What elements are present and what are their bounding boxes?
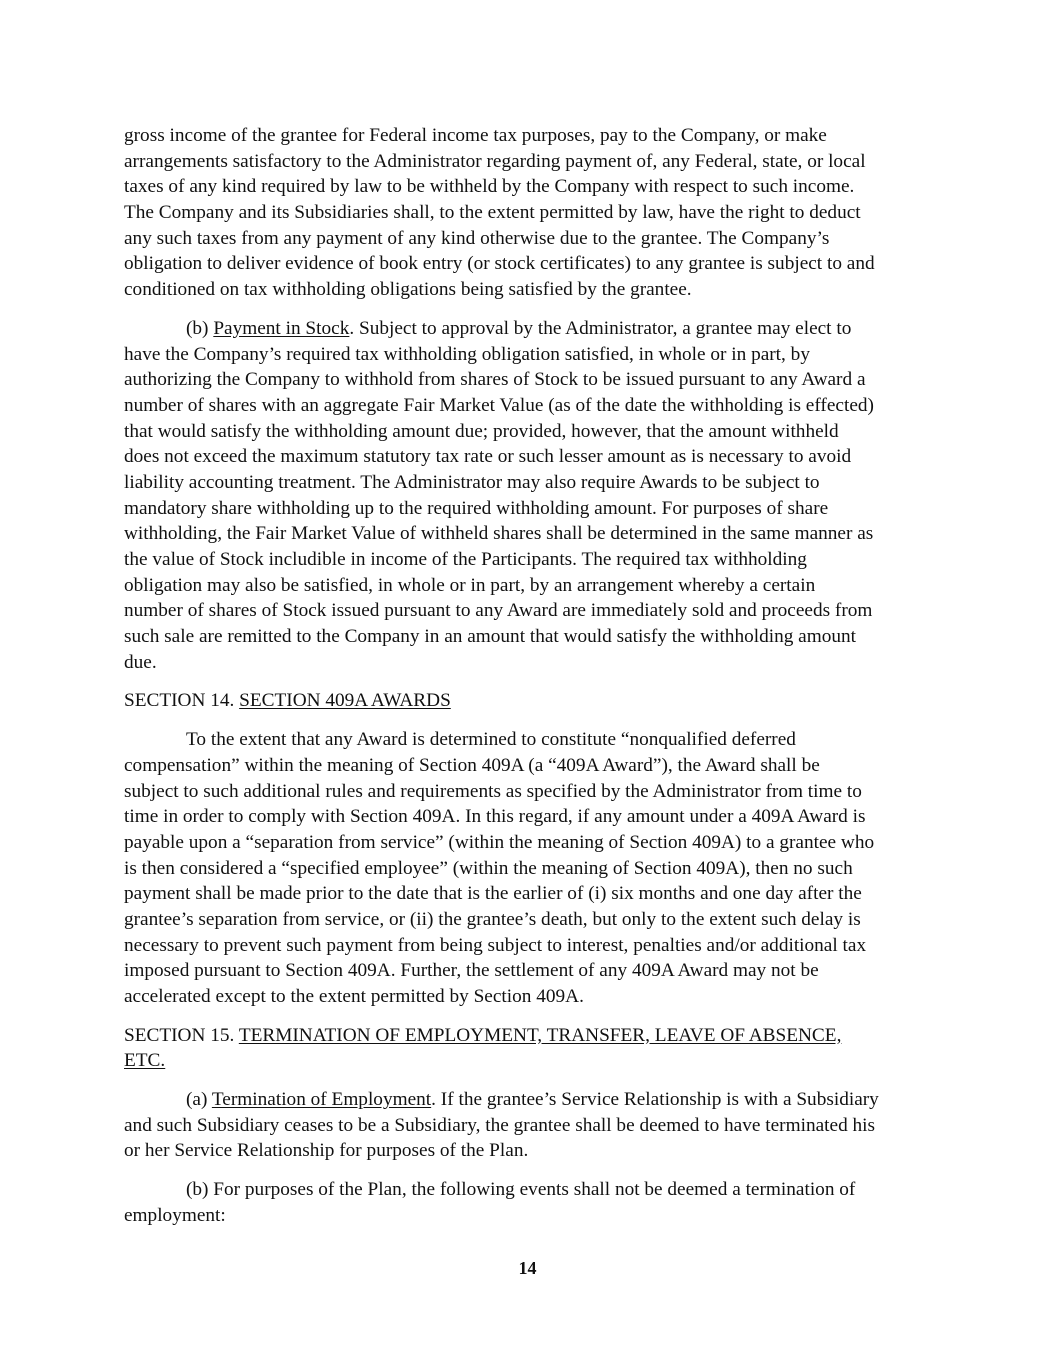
underlined-title: Payment in Stock	[213, 317, 350, 339]
text-line: employment:	[124, 1204, 226, 1226]
text-line: such sale are remitted to the Company in an amount that would satisfy the withholding amount	[124, 626, 857, 648]
text-line: conditioned on tax withholding obligations being satisfied by the grantee.	[124, 279, 692, 301]
text-line: payable upon a “separation from service” (within the meaning of Section 409A) to a grantee who	[124, 831, 875, 853]
text-line: and such Subsidiary ceases to be a Subsidiary, the grantee shall be deemed to have terminated his	[124, 1114, 876, 1136]
text-line: does not exceed the maximum statutory tax rate or such lesser amount as is necessary to avoid	[124, 446, 852, 468]
page-number: 14	[518, 1258, 537, 1278]
paragraph	[124, 1177, 944, 1228]
text-line: is then considered a “specified employee” (within the meaning of Section 409A), then no such	[124, 857, 853, 879]
text-segment: (a)	[186, 1089, 212, 1111]
text-line: accelerated except to the extent permitted by Section 409A.	[124, 986, 584, 1007]
text-segment: . Subject to approval by the Administrator, a grantee may elect to	[349, 317, 852, 339]
text-line	[124, 1087, 944, 1113]
paragraph	[124, 1087, 944, 1164]
underlined-title: SECTION 409A AWARDS	[239, 690, 451, 712]
text-line	[124, 688, 944, 714]
text-line: payment shall be made prior to the date that is the earlier of (i) six months and one day after the	[124, 883, 862, 905]
text-line: subject to such additional rules and requirements as specified by the Administrator from time to	[124, 780, 862, 802]
text-line: (b) For purposes of the Plan, the following events shall not be deemed a termination of	[186, 1179, 856, 1201]
paragraph	[124, 316, 944, 676]
text-segment: . If the grantee’s Service Relationship is with a Subsidiary	[431, 1089, 879, 1111]
underlined-title: Termination of Employment	[211, 1089, 432, 1111]
text-line: arrangements satisfactory to the Administrator regarding payment of, any Federal, state, or local	[124, 150, 866, 172]
text-line: grantee’s separation from service, or (ii) the grantee’s death, but only to the extent such delay is	[124, 908, 861, 930]
text-segment: SECTION 14.	[124, 690, 240, 712]
text-segment: SECTION 15.	[124, 1024, 239, 1046]
text-segment: (b)	[186, 317, 214, 339]
text-line: obligation may also be satisfied, in whole or in part, by an arrangement whereby a certain	[124, 574, 816, 596]
text-line: time in order to comply with Section 409A. In this regard, if any amount under a 409A Award is	[124, 806, 866, 828]
text-line: number of shares of Stock issued pursuant to any Award are immediately sold and proceeds from	[124, 600, 873, 622]
text-line: that would satisfy the withholding amount due; provided, however, that the amount withheld	[124, 420, 839, 442]
paragraph	[124, 123, 944, 303]
text-line: necessary to prevent such payment from being subject to interest, penalties and/or additional tax	[124, 934, 867, 956]
underlined-title: TERMINATION OF EMPLOYMENT, TRANSFER, LEAVE OF ABSENCE,	[238, 1024, 842, 1046]
text-line: the value of Stock includible in income of the Participants. The required tax withholding	[124, 549, 807, 570]
text-line: due.	[124, 651, 157, 673]
text-line: any such taxes from any payment of any kind otherwise due to the grantee. The Company’s	[124, 227, 830, 249]
text-line: compensation” within the meaning of Section 409A (a “409A Award”), the Award shall be	[124, 754, 820, 776]
text-line: gross income of the grantee for Federal income tax purposes, pay to the Company, or make	[124, 125, 827, 146]
text-line: mandatory share withholding up to the required withholding amount. For purposes of share	[124, 497, 829, 519]
document-body	[124, 123, 944, 1242]
section-heading	[124, 688, 944, 714]
text-line: obligation to deliver evidence of book entry (or stock certificates) to any grantee is subject to and	[124, 253, 875, 275]
text-line	[124, 316, 944, 342]
text-line: withholding, the Fair Market Value of withheld shares shall be determined in the same manner as	[124, 523, 874, 545]
text-line: authorizing the Company to withhold from shares of Stock to be issued pursuant to any Award a	[124, 369, 866, 391]
text-line: taxes of any kind required by law to be withheld by the Company with respect to such income.	[124, 176, 855, 198]
text-line	[124, 1023, 944, 1049]
paragraph	[124, 727, 944, 1010]
text-line: The Company and its Subsidiaries shall, to the extent permitted by law, have the right to deduct	[124, 202, 861, 224]
text-line: have the Company’s required tax withholding obligation satisfied, in whole or in part, by	[124, 343, 810, 365]
text-line: number of shares with an aggregate Fair Market Value (as of the date the withholding is effected)	[124, 394, 874, 416]
text-line: To the extent that any Award is determined to constitute “nonqualified deferred	[186, 729, 796, 751]
text-line: or her Service Relationship for purposes of the Plan.	[124, 1140, 529, 1162]
underlined-title: ETC.	[124, 1050, 166, 1072]
text-line: liability accounting treatment. The Administrator may also require Awards to be subject to	[124, 471, 820, 493]
section-heading	[124, 1023, 944, 1074]
text-line: imposed pursuant to Section 409A. Further, the settlement of any 409A Award may not be	[124, 960, 819, 982]
text-line	[124, 1048, 944, 1074]
